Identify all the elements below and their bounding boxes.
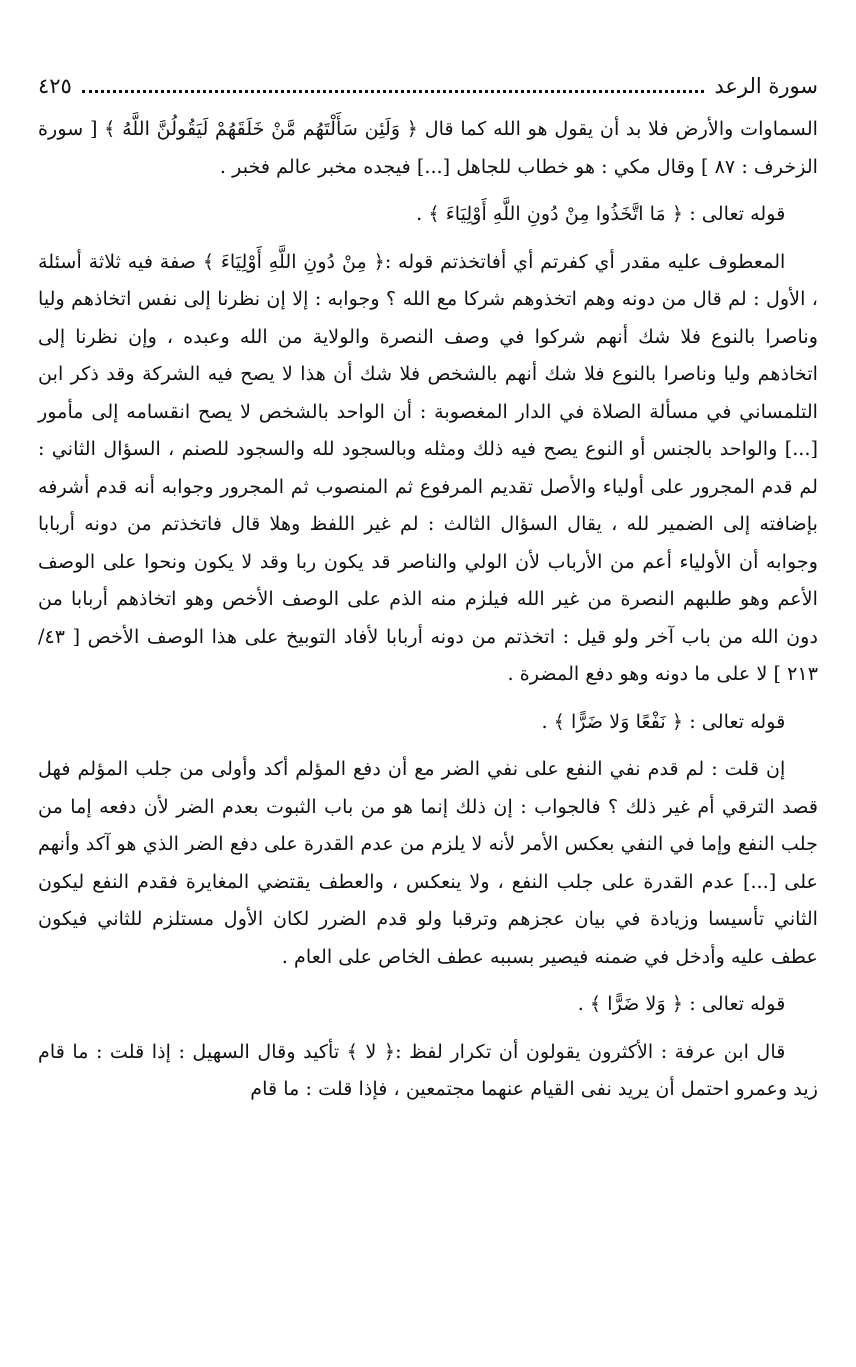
leader-dots xyxy=(82,76,705,93)
running-header xyxy=(38,74,818,110)
page-number: ٤٢٥ xyxy=(38,74,72,98)
surah-title: سورة الرعد xyxy=(714,74,818,98)
verse-heading: قوله تعالى : ﴿ مَا اتَّخَذُوا مِنْ دُونِ اللَّهِ أَوْلِيَاءَ ﴾ . xyxy=(416,202,786,225)
paragraph-continuation: السماوات والأرض فلا بد أن يقول هو الله كما قال ﴿ وَلَئِن سَأَلْتَهُم مَّنْ خَلَقَهُمْ لَيَقُولُنَّ اللَّهُ ﴾ [ سورة الزخرف : ٨٧ ] وقال مكي : هو خطاب للجاهل [...] فيجده مخبر عالم فخبر . xyxy=(38,117,818,178)
verse-heading: قوله تعالى : ﴿ وَلا ضَرًّا ﴾ . xyxy=(577,992,786,1015)
paragraph-commentary: إن قلت : لم قدم نفي النفع على نفي الضر مع أن دفع المؤلم أكد وأولى من جلب المؤلم فهل قصد الترقي أم غير ذلك ؟ فالجواب : إن ذلك إنما هو من باب الثبوت بعدم الضر لأن دفعه إما من جلب النفع وإما في النفي بعكس الأمر لأنه لا يلزم من عدم القدرة على دفع الضر الذي هو آكد وأنهم على [...] عدم القدرة على جلب النفع ، ولا ينعكس ، والعطف يقتضي المغايرة فقدم النفع ليكون الثاني تأسيسا وزيادة في بيان عجزهم وترقبا ولو قدم الضرر لكان الأول مستلزم للثاني فيكون عطف عليه وأدخل في ضمنه فيصير بسببه عطف الخاص على العام . xyxy=(38,757,818,968)
verse-heading: قوله تعالى : ﴿ نَفْعًا وَلا ضَرًّا ﴾ . xyxy=(541,709,786,733)
paragraph-commentary: قال ابن عرفة : الأكثرون يقولون أن تكرار لفظ :﴿ لا ﴾ تأكيد وقال السهيل : إذا قلت : ما قام زيد وعمرو احتمل أن يريد نفى القيام عنهما مجتمعين ، فإذا قلت : ما قام xyxy=(38,1039,818,1100)
paragraph-commentary: المعطوف عليه مقدر أي كفرتم أي أفاتخذتم قوله :﴿ مِنْ دُونِ اللَّهِ أَوْلِيَاءَ ﴾ صفة فيه ثلاثة أسئلة ، الأول : لم قال من دونه وهم اتخذوهم شركا مع الله ؟ وجوابه : إلا إن نظرنا إلى نفس اتخاذهم وليا وناصرا بالنوع فلا شك أنهم شركوا في وصف النصرة والولاية من الله وعبده ، وإن نظرنا إلى اتخاذهم وليا وناصرا بالنوع فلا شك أنهم بالشخص فلا شك أن هذا لا يصح فيه الشركة وقد ذكر ابن التلمساني في مسألة الصلاة في الدار المغصوبة : أن الواحد بالشخص لا يصح انقسامه إلى مأمور [...] والواحد بالجنس أو النوع يصح فيه ذلك ومثله وبالسجود لله والسجود للصنم ، السؤال الثاني : لم قدم المجرور على أولياء والأصل تقديم المرفوع ثم المنصوب ثم المجرور وجوابه أنه قدم أشرفه بإضافته إلى الضمير لله ، يقال السؤال الثالث : لم غير اللفظ وهلا قال فاتخذتم من دونه أربابا وجوابه أن الأولياء أعم من الأرباب لأن الولي والناصر قد يكون ربا وقد لا يكون ونحوا على الوصف الأعم وهو طلبهم النصرة من غير الله فيلزم منه الذم على الوصف الأخص وهو اتخاذهم أربابا من دون الله من باب آخر ولو قيل : اتخذتم من دونه أربابا لأفاد التوبيخ على هذا الوصف الأخص [ ٤٣/ ٢١٣ ] لا على ما دونه وهو دفع المضرة . xyxy=(38,249,818,685)
